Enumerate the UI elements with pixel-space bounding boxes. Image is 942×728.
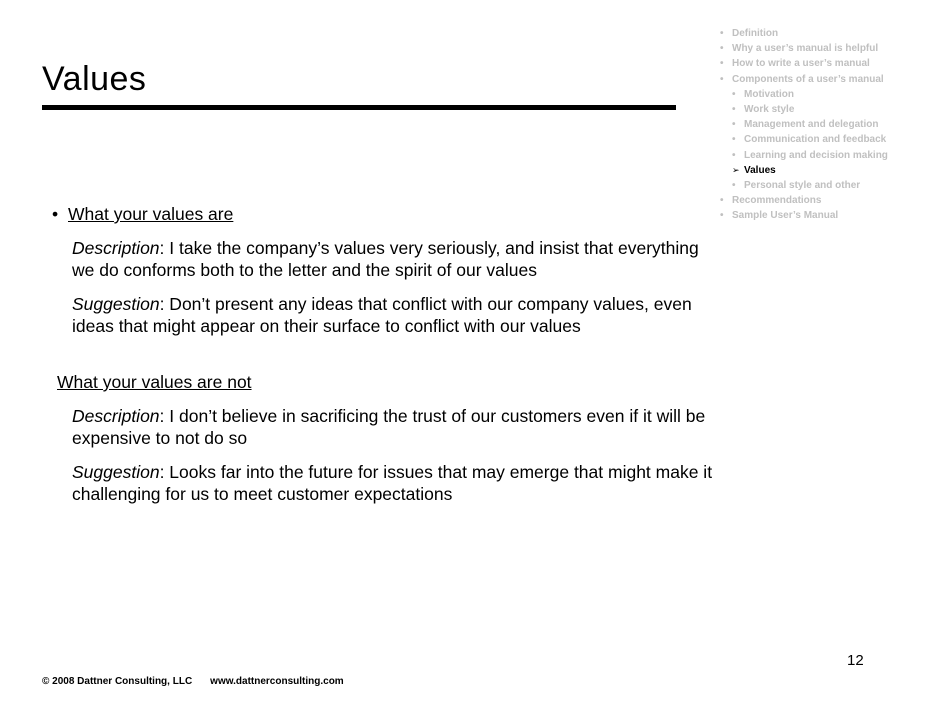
bullet-icon: • bbox=[720, 195, 724, 207]
nav-item-label: Recommendations bbox=[732, 195, 822, 207]
page-title: Values bbox=[42, 60, 147, 98]
nav-item-label: Management and delegation bbox=[744, 119, 879, 131]
bullet-icon: • bbox=[732, 119, 736, 131]
bullet-icon: • bbox=[732, 149, 736, 161]
bullet-icon: • bbox=[720, 28, 724, 39]
nav-item-label: Values bbox=[744, 164, 776, 176]
nav-item-label: Sample User’s Manual bbox=[732, 210, 839, 222]
bullet-icon: • bbox=[720, 43, 724, 55]
footer bbox=[42, 676, 344, 687]
nav-item-components-of-a-user-s-manual bbox=[718, 72, 938, 87]
values-are-suggestion bbox=[42, 293, 722, 337]
nav-item-motivation bbox=[718, 87, 938, 102]
nav-item-why-a-user-s-manual-is-helpful bbox=[718, 41, 938, 56]
description-text: : I don’t believe in sacrificing the trust of our customers even if it will be expensive to not do so bbox=[72, 406, 706, 448]
nav-item-label: Components of a user’s manual bbox=[732, 73, 884, 85]
nav-item-definition bbox=[718, 26, 938, 41]
bullet-icon: • bbox=[732, 88, 736, 100]
values-not-suggestion bbox=[42, 461, 722, 505]
nav-item-label: Learning and decision making bbox=[744, 149, 888, 161]
bullet-icon: • bbox=[52, 204, 59, 224]
bullet-icon: • bbox=[732, 134, 736, 146]
values-not-heading: What your values are not bbox=[57, 372, 252, 392]
bullet-icon: • bbox=[732, 180, 736, 192]
nav-item-label: Why a user’s manual is helpful bbox=[732, 43, 879, 55]
page-number: 12 bbox=[847, 652, 864, 669]
bullet-icon: • bbox=[720, 210, 724, 222]
arrow-bullet-icon: ➢ bbox=[732, 164, 740, 175]
nav-item-personal-style-and-other bbox=[718, 178, 938, 193]
nav-item-recommendations bbox=[718, 193, 938, 208]
nav-item-work-style bbox=[718, 102, 938, 117]
footer-copyright: © 2008 Dattner Consulting, LLC bbox=[42, 676, 193, 687]
nav-item-label: Personal style and other bbox=[744, 180, 861, 192]
values-not-section bbox=[42, 371, 722, 505]
nav-item-label: Communication and feedback bbox=[744, 134, 887, 146]
suggestion-text: : Don’t present any ideas that conflict with our company values, even ideas that might appear on their surface to conflict with our values bbox=[72, 294, 692, 336]
bullet-icon: • bbox=[732, 104, 736, 116]
nav-item-label: How to write a user’s manual bbox=[732, 58, 870, 70]
values-are-section bbox=[42, 203, 722, 337]
description-text: : I take the company’s values very seriously, and insist that everything we do conforms both to the letter and the spirit of our values bbox=[72, 238, 699, 280]
title-divider bbox=[42, 105, 676, 110]
nav-item-learning-and-decision-making bbox=[718, 148, 938, 163]
values-not-description bbox=[42, 405, 722, 449]
suggestion-text: : Looks far into the future for issues that may emerge that might make it challenging for us to meet customer expectations bbox=[72, 462, 713, 504]
nav-item-label: Work style bbox=[744, 104, 795, 116]
nav-item-management-and-delegation bbox=[718, 117, 938, 132]
nav-item-sample-user-s-manual bbox=[718, 208, 938, 223]
outline-nav-list bbox=[718, 26, 938, 224]
description-label: Description bbox=[72, 238, 160, 258]
values-are-heading bbox=[42, 203, 722, 225]
nav-item-communication-and-feedback bbox=[718, 132, 938, 147]
nav-item-values bbox=[718, 163, 938, 178]
suggestion-label: Suggestion bbox=[72, 462, 160, 482]
bullet-icon: • bbox=[720, 58, 724, 70]
description-label: Description bbox=[72, 406, 160, 426]
values-are-description bbox=[42, 237, 722, 281]
suggestion-label: Suggestion bbox=[72, 294, 160, 314]
slide-content bbox=[42, 203, 722, 505]
bullet-icon: • bbox=[720, 73, 724, 85]
outline-nav bbox=[718, 26, 938, 224]
values-are-heading-text: What your values are bbox=[68, 204, 234, 224]
footer-url: www.dattnerconsulting.com bbox=[210, 676, 344, 687]
nav-item-how-to-write-a-user-s-manual bbox=[718, 56, 938, 71]
nav-item-label: Motivation bbox=[744, 88, 794, 100]
nav-item-label: Definition bbox=[732, 28, 779, 39]
